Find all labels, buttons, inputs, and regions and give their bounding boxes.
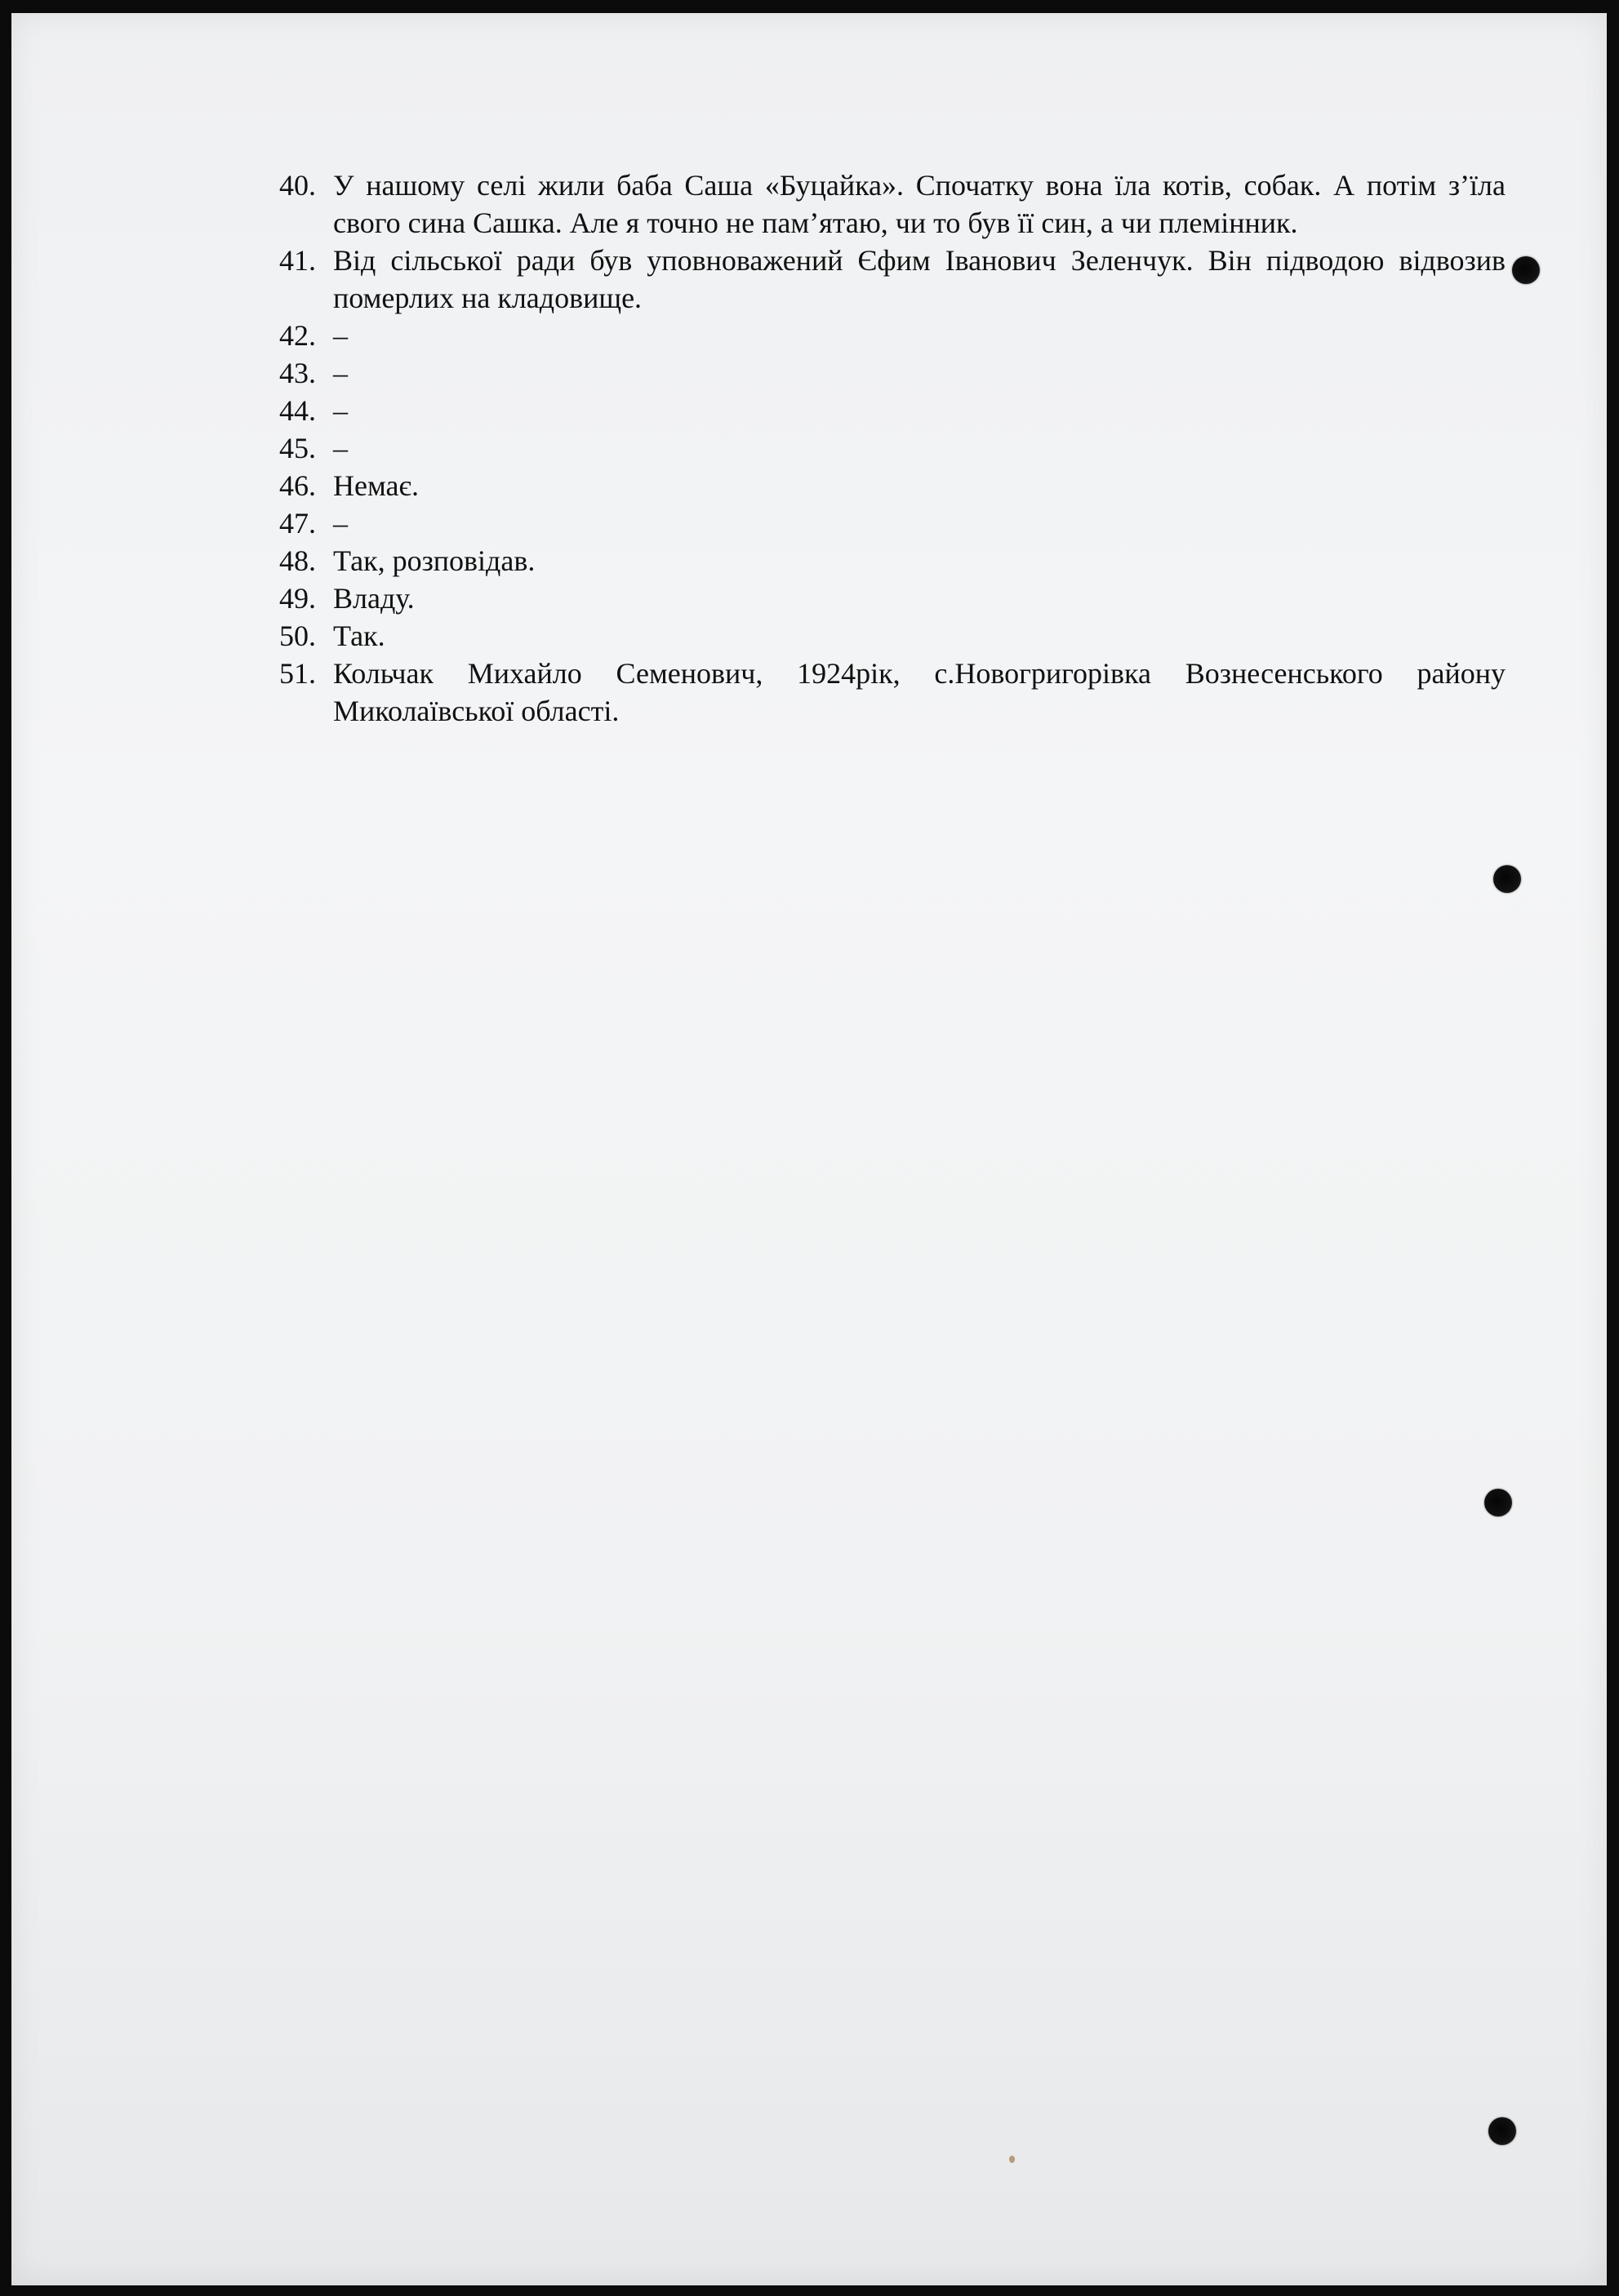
list-item xyxy=(279,467,1506,504)
item-text: Так. xyxy=(333,620,385,652)
item-text: Владу. xyxy=(333,582,415,615)
item-text: – xyxy=(333,507,348,540)
item-number: 46. xyxy=(279,469,316,502)
punch-hole xyxy=(1493,865,1521,893)
item-number: 42. xyxy=(279,319,316,352)
list-item xyxy=(279,655,1506,730)
list-item xyxy=(279,580,1506,617)
item-text: Кольчак Михайло Семенович, 1924рік, с.Новогригорівка Вознесенського району Миколаївської області. xyxy=(333,657,1506,727)
document-page xyxy=(11,13,1607,2285)
item-number: 50. xyxy=(279,620,316,652)
item-text: Немає. xyxy=(333,469,419,502)
list-item xyxy=(279,167,1506,242)
item-number: 45. xyxy=(279,432,316,464)
item-text: – xyxy=(333,357,348,389)
list-item xyxy=(279,317,1506,354)
item-number: 48. xyxy=(279,544,316,577)
answer-list xyxy=(279,167,1506,730)
item-text: У нашому селі жили баба Саша «Буцайка». Спочатку вона їла котів, собак. А потім з’їла свого сина Сашка. Але я точно не пам’ятаю, чи то був її син, а чи племінник. xyxy=(333,169,1506,239)
punch-hole xyxy=(1488,2117,1516,2145)
list-item xyxy=(279,504,1506,542)
item-number: 40. xyxy=(279,169,316,202)
list-item xyxy=(279,354,1506,392)
item-text: – xyxy=(333,319,348,352)
item-text: Так, розповідав. xyxy=(333,544,536,577)
list-item xyxy=(279,392,1506,429)
item-text: – xyxy=(333,394,348,427)
item-number: 49. xyxy=(279,582,316,615)
item-text: – xyxy=(333,432,348,464)
list-item xyxy=(279,617,1506,655)
item-text: Від сільської ради був уповноважений Єфим Іванович Зеленчук. Він підводою відвозив померлих на кладовище. xyxy=(333,244,1506,314)
punch-hole xyxy=(1512,256,1540,284)
item-number: 44. xyxy=(279,394,316,427)
list-item xyxy=(279,542,1506,580)
item-number: 41. xyxy=(279,244,316,277)
list-item xyxy=(279,429,1506,467)
item-number: 47. xyxy=(279,507,316,540)
punch-hole xyxy=(1484,1489,1512,1517)
item-number: 51. xyxy=(279,657,316,690)
item-number: 43. xyxy=(279,357,316,389)
list-item xyxy=(279,242,1506,317)
paper-speck xyxy=(1009,2156,1015,2163)
